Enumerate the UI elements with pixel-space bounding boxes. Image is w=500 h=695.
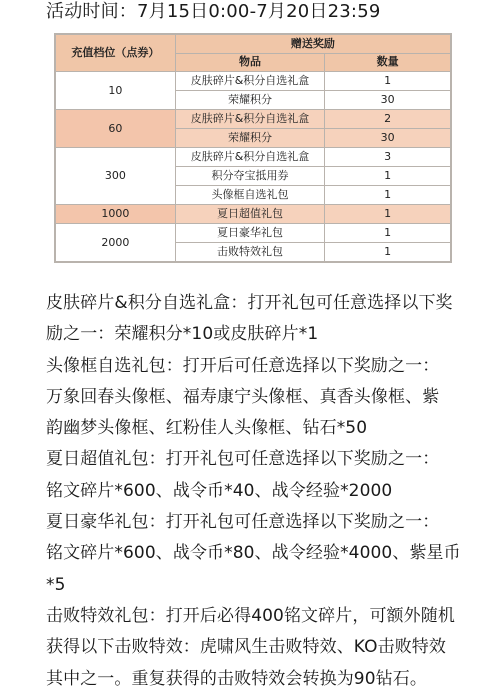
table-row [56, 205, 451, 224]
item-name: 皮肤碎片&积分自选礼盒 [175, 148, 325, 167]
description-line: 万象回春头像框、福寿康宁头像框、真香头像框、紫 [46, 386, 440, 407]
description-line: *5 [46, 574, 66, 595]
description-line: 励之一：荣耀积分*10或皮肤碎片*1 [46, 324, 319, 345]
item-quantity: 2 [325, 110, 451, 129]
table-row [56, 224, 451, 243]
header-reward: 赠送奖励 [175, 35, 450, 54]
description-line: 头像框自选礼包：打开后可任意选择以下奖励之一： [46, 355, 440, 376]
item-quantity: 30 [325, 91, 451, 110]
tier-value: 10 [56, 72, 176, 110]
tier-value: 2000 [56, 224, 176, 262]
item-quantity: 1 [325, 224, 451, 243]
reward-table [54, 33, 452, 263]
tier-value: 60 [56, 110, 176, 148]
table-row [56, 110, 451, 129]
description-line: 皮肤碎片&积分自选礼盒：打开礼包可任意选择以下奖 [46, 293, 453, 313]
item-quantity: 30 [325, 129, 451, 148]
item-quantity: 1 [325, 205, 451, 224]
activity-time: 活动时间：7月15日0:00-7月20日23:59 [46, 1, 381, 22]
item-quantity: 1 [325, 186, 451, 205]
table-row [56, 72, 451, 91]
description-line: 韵幽梦头像框、红粉佳人头像框、钻石*50 [46, 418, 368, 439]
item-name: 荣耀积分 [175, 91, 325, 110]
reward-descriptions [46, 288, 486, 695]
item-name: 击败特效礼包 [175, 243, 325, 262]
tier-value: 1000 [56, 205, 176, 224]
description-line: 击败特效礼包：打开后必得400铭文碎片，可额外随机 [46, 605, 455, 626]
header-qty: 数量 [325, 53, 451, 72]
item-quantity: 1 [325, 243, 451, 262]
description-line: 夏日豪华礼包：打开礼包可任意选择以下奖励之一： [46, 512, 440, 533]
item-name: 积分夺宝抵用券 [175, 167, 325, 186]
header-tier: 充值档位（点券） [56, 35, 176, 72]
description-line: 铭文碎片*600、战令币*80、战令经验*4000、紫星币 [46, 543, 461, 564]
item-name: 皮肤碎片&积分自选礼盒 [175, 72, 325, 91]
description-line: 其中之一。重复获得的击败特效会转换为90钻石。 [46, 668, 427, 689]
description-line: 获得以下击败特效：虎啸风生击败特效、KO击败特效 [46, 637, 446, 658]
item-quantity: 1 [325, 167, 451, 186]
header-item: 物品 [175, 53, 325, 72]
item-name: 夏日豪华礼包 [175, 224, 325, 243]
tier-value: 300 [56, 148, 176, 205]
item-name: 皮肤碎片&积分自选礼盒 [175, 110, 325, 129]
item-name: 夏日超值礼包 [175, 205, 325, 224]
description-line: 夏日超值礼包：打开礼包可任意选择以下奖励之一： [46, 449, 440, 470]
item-quantity: 3 [325, 148, 451, 167]
item-name: 荣耀积分 [175, 129, 325, 148]
table-row [56, 148, 451, 167]
item-name: 头像框自选礼包 [175, 186, 325, 205]
item-quantity: 1 [325, 72, 451, 91]
description-line: 铭文碎片*600、战令币*40、战令经验*2000 [46, 480, 393, 501]
